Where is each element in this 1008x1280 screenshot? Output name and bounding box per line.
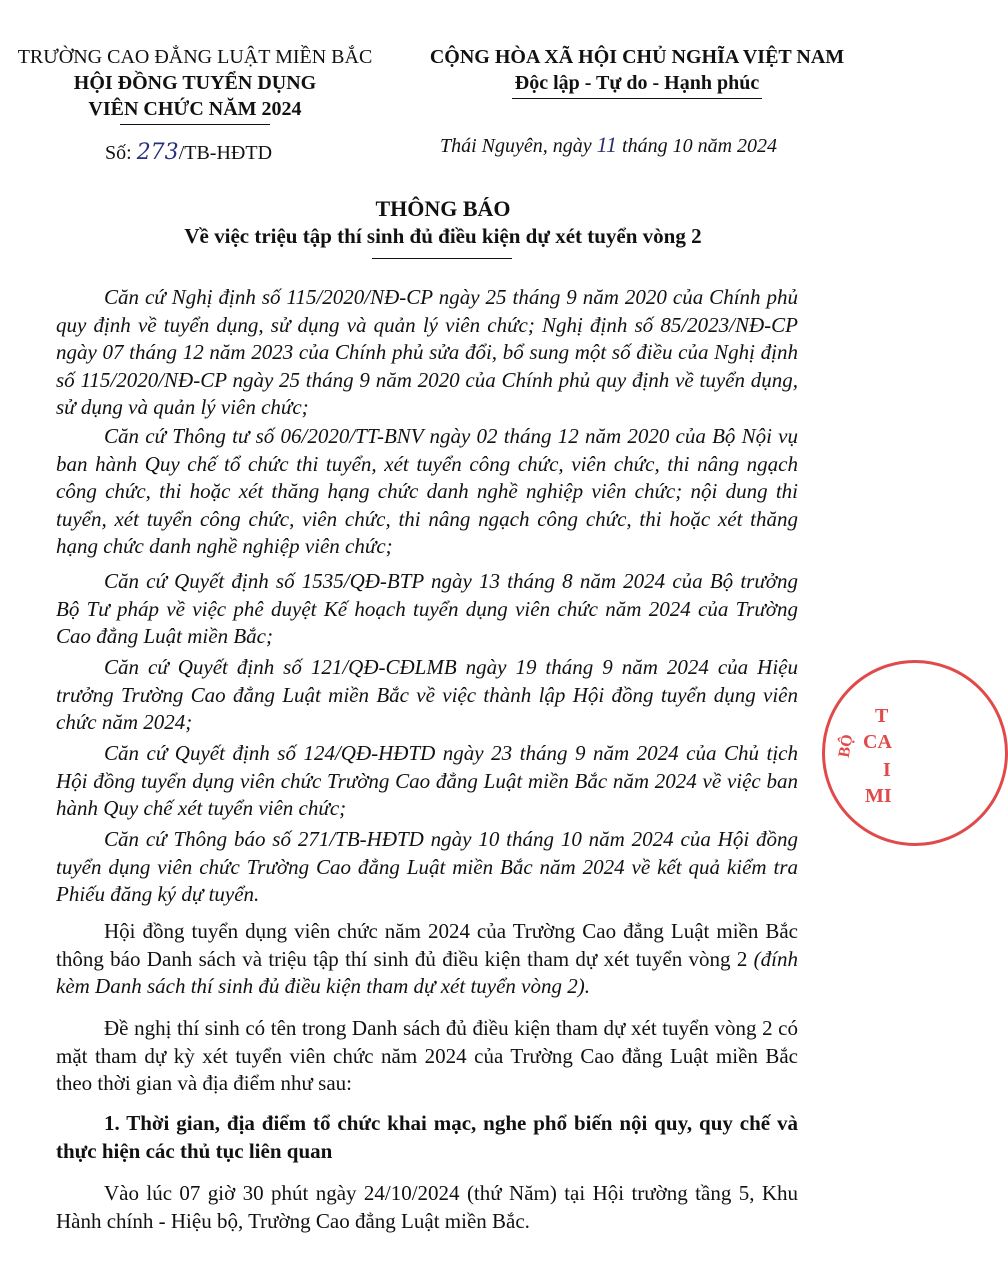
paragraph-request [56, 1015, 798, 1098]
paragraph-attachment-note: (đính kèm Danh sách thí sinh đủ điều kiện tham dự xét tuyển vòng 2). [56, 946, 798, 998]
paragraph-legal-basis-2 [56, 423, 798, 561]
document-subtitle: Về việc triệu tập thí sinh đủ điều kiện dự xét tuyển vòng 2 [184, 224, 702, 248]
place-date-prefix: Thái Nguyên, ngày [440, 135, 597, 157]
paragraph-text: Đề nghị thí sinh có tên trong Danh sách đủ điều kiện tham dự xét tuyển vòng 2 có mặt tham dự kỳ xét tuyển viên chức năm 2024 của Trường Cao đẳng Luật miền Bắc theo thời gian và địa điểm như sau: [56, 1016, 798, 1095]
paragraph-text: Hội đồng tuyển dụng viên chức năm 2024 của Trường Cao đẳng Luật miền Bắc thông báo Danh sách và triệu tập thí sinh đủ điều kiện tham dự xét tuyển vòng 2 [56, 919, 798, 971]
issuer-council-year: VIÊN CHỨC NĂM 2024 [88, 98, 302, 120]
place-date [440, 132, 777, 158]
title-underline [372, 258, 512, 259]
red-seal-stamp [822, 660, 1008, 846]
paragraph-announcement [56, 918, 798, 1001]
national-motto-block [388, 44, 886, 99]
paragraph-text: Căn cứ Nghị định số 115/2020/NĐ-CP ngày 25 tháng 9 năm 2020 của Chính phủ quy định về tuyển dụng, sử dụng và quản lý viên chức; Nghị định số 85/2023/NĐ-CP ngày 07 tháng 12 năm 2023 của Chính phủ sửa đổi, bổ sung một số điều của Nghị định số 115/2020/NĐ-CP ngày 25 tháng 9 năm 2020 của Chính phủ quy định về tuyển dụng, sử dụng và quản lý viên chức; [56, 285, 798, 419]
paragraph-text: Căn cứ Quyết định số 1535/QĐ-BTP ngày 13 tháng 8 năm 2024 của Bộ trưởng Bộ Tư pháp về việc phê duyệt Kế hoạch tuyển dụng viên chức năm 2024 của Trường Cao đẳng Luật miền Bắc; [56, 569, 798, 648]
place-date-suffix: tháng 10 năm 2024 [617, 135, 778, 157]
doc-number-handwritten: 273 [136, 140, 179, 165]
paragraph-legal-basis-1 [56, 284, 798, 422]
issuer-block [0, 44, 390, 125]
paragraph-text: Căn cứ Quyết định số 121/QĐ-CĐLMB ngày 19 tháng 9 năm 2024 của Hiệu trưởng Trường Cao đẳng Luật miền Bắc về việc thành lập Hội đồng tuyển dụng viên chức năm 2024; [56, 655, 798, 734]
place-date-day: 11 [596, 132, 618, 157]
paragraph-text: Căn cứ Thông báo số 271/TB-HĐTD ngày 10 tháng 10 năm 2024 của Hội đồng tuyển dụng viên chức Trường Cao đẳng Luật miền Bắc năm 2024 về kết quả kiểm tra Phiếu đăng ký dự tuyển. [56, 827, 798, 906]
stamp-text: MI [865, 785, 892, 807]
paragraph-time-place [56, 1180, 798, 1235]
paragraph-legal-basis-4 [56, 654, 798, 737]
national-name: CỘNG HÒA XÃ HỘI CHỦ NGHĨA VIỆT NAM [429, 46, 845, 68]
stamp-text: T [875, 705, 889, 727]
stamp-text: BỘ [835, 733, 857, 759]
stamp-text: I [883, 759, 891, 781]
issuer-school: TRƯỜNG CAO ĐẲNG LUẬT MIỀN BẮC [17, 46, 373, 68]
document-number [105, 140, 272, 165]
issuer-council: HỘI ĐỒNG TUYỂN DỤNG [73, 72, 317, 94]
section-heading-text: 1. Thời gian, địa điểm tổ chức khai mạc, nghe phổ biến nội quy, quy chế và thực hiện các thủ tục liên quan [56, 1111, 798, 1163]
paragraph-legal-basis-5 [56, 740, 798, 823]
section-heading-1 [56, 1110, 798, 1165]
motto-underline [512, 98, 762, 99]
paragraph-text: Vào lúc 07 giờ 30 phút ngày 24/10/2024 (thứ Năm) tại Hội trường tầng 5, Khu Hành chính - Hiệu bộ, Trường Cao đẳng Luật miền Bắc. [56, 1181, 798, 1233]
paragraph-text: Căn cứ Thông tư số 06/2020/TT-BNV ngày 02 tháng 12 năm 2020 của Bộ Nội vụ ban hành Quy chế tổ chức thi tuyển, xét tuyển công chức, viên chức, thi nâng ngạch công chức, thi hoặc xét thăng hạng chức danh nghề nghiệp viên chức; nội dung thi tuyển, xét tuyển công chức, viên chức, thi nâng ngạch công chức, thi hoặc xét thăng hạng chức danh nghề nghiệp viên chức; [56, 424, 798, 558]
doc-number-prefix: Số: [105, 142, 137, 164]
paragraph-text: Căn cứ Quyết định số 124/QĐ-HĐTD ngày 23 tháng 9 năm 2024 của Chủ tịch Hội đồng tuyển dụng viên chức Trường Cao đẳng Luật miền Bắc năm 2024 về việc ban hành Quy chế xét tuyển viên chức; [56, 741, 798, 820]
document-title: THÔNG BÁO [375, 196, 511, 221]
paragraph-legal-basis-3 [56, 568, 798, 651]
national-motto: Độc lập - Tự do - Hạnh phúc [514, 72, 760, 94]
paragraph-legal-basis-6 [56, 826, 798, 909]
stamp-text: CA [863, 731, 892, 753]
issuer-underline [120, 124, 270, 125]
doc-number-suffix: /TB-HĐTD [178, 142, 273, 164]
